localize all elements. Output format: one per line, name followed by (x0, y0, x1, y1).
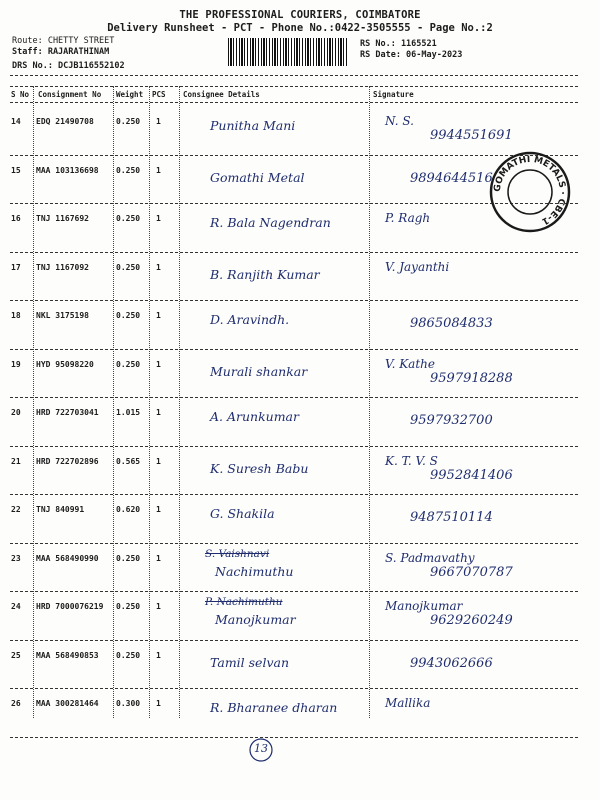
rs-number: RS No.: 1165521 (360, 39, 437, 49)
consignee-name: K. Suresh Babu (210, 460, 309, 476)
row-consignment-no: TNJ 840991 (36, 505, 85, 514)
consignee-name: Gomathi Metal (210, 169, 305, 185)
row-consignment-no: TNJ 1167092 (36, 262, 89, 272)
consignee-name: R. Bala Nagendran (210, 215, 331, 230)
row-pcs: 1 (156, 602, 161, 611)
signature-text: S. Padmavathy (385, 550, 475, 565)
row-pcs: 1 (156, 214, 161, 223)
row-consignment-no: HYD 95098220 (36, 359, 94, 369)
row-weight: 0.250 (116, 553, 141, 563)
rs-date: RS Date: 06-May-2023 (360, 50, 463, 60)
row-weight: 0.250 (116, 311, 141, 320)
consignee-name: G. Shakila (210, 506, 275, 521)
row-divider (10, 640, 578, 641)
row-pcs: 1 (156, 117, 161, 126)
row-weight: 0.250 (116, 117, 141, 126)
row-divider (10, 397, 578, 398)
row-sno: 19 (11, 359, 21, 369)
row-divider (10, 591, 578, 592)
row-divider (10, 446, 578, 447)
row-consignment-no: TNJ 1167692 (36, 214, 89, 223)
col-header-weight: Weight (116, 90, 144, 99)
page-number-handwritten: 13 (254, 742, 268, 755)
col-header-pcs: PCS (152, 90, 166, 99)
table-row (10, 593, 578, 642)
row-divider (10, 688, 578, 689)
col-header-consignment: Consignment No (38, 90, 102, 99)
row-sno: 14 (11, 117, 21, 126)
row-weight: 0.250 (116, 165, 141, 175)
col-header-consignee: Consignee Details (183, 90, 260, 99)
row-divider (10, 252, 578, 253)
route-label: Route: CHETTY STREET (12, 36, 115, 46)
signature-phone: 9952841406 (430, 467, 513, 483)
staff-label: Staff: RAJARATHINAM (12, 47, 110, 57)
row-weight: 0.565 (116, 456, 141, 466)
consignee-name: A. Arunkumar (210, 409, 299, 424)
table-row (10, 690, 578, 739)
table-row (10, 254, 578, 303)
signature-phone: 9629260249 (430, 613, 513, 628)
consignee-name: R. Bharanee dharan (210, 700, 338, 715)
signature-text: P. Ragh (385, 211, 431, 225)
row-sno: 26 (11, 699, 21, 708)
row-sno: 16 (11, 214, 21, 223)
row-sno: 18 (11, 311, 21, 320)
row-consignment-no: HRD 7000076219 (36, 602, 104, 611)
signature-text: N. S. (385, 114, 414, 128)
row-sno: 17 (11, 262, 21, 272)
row-weight: 1.015 (116, 408, 141, 417)
row-sno: 21 (11, 456, 21, 466)
signature-phone: 9894644516 (410, 170, 493, 186)
stamp-text: GOMATHI METALS · CBE-1 (492, 154, 568, 227)
row-sno: 22 (11, 505, 21, 514)
row-sno: 25 (11, 650, 21, 660)
row-pcs: 1 (156, 262, 161, 272)
row-pcs: 1 (156, 311, 161, 320)
consignee-struck-name: S. Vaishnavi (205, 547, 270, 560)
signature-text: V. Kathe (385, 356, 435, 371)
row-weight: 0.250 (116, 650, 141, 660)
col-header-signature: Signature (373, 90, 414, 99)
row-pcs: 1 (156, 699, 161, 708)
row-pcs: 1 (156, 408, 161, 417)
signature-phone: 9667070787 (430, 564, 513, 580)
header-divider (10, 75, 578, 76)
header-bottom-rule (10, 102, 578, 103)
runsheet-subtitle: Delivery Runsheet - PCT - Phone No.:0422-3505555 - Page No.:2 (107, 22, 493, 34)
row-divider (10, 543, 578, 544)
row-weight: 0.250 (116, 262, 141, 272)
row-pcs: 1 (156, 456, 161, 466)
signature-text: V. Jayanthi (385, 259, 450, 274)
signature-phone: 9865084833 (410, 316, 493, 331)
col-header-sno: S No (11, 90, 30, 99)
table-row (10, 351, 578, 400)
row-consignment-no: MAA 103136698 (36, 165, 99, 175)
drs-number: DRS No.: DCJB116552102 (12, 61, 125, 71)
row-sno: 20 (11, 408, 21, 417)
table-row (10, 545, 578, 594)
row-divider (10, 494, 578, 495)
row-pcs: 1 (156, 359, 161, 369)
row-pcs: 1 (156, 505, 161, 514)
consignee-name: Nachimuthu (215, 563, 294, 579)
signature-text: Manojkumar (385, 599, 463, 613)
consignee-name: D. Aravindh. (210, 312, 290, 327)
company-title: THE PROFESSIONAL COURIERS, COIMBATORE (179, 9, 421, 21)
consignee-struck-name: P. Nachimuthu (205, 596, 283, 608)
consignee-name: Tamil selvan (210, 654, 290, 670)
row-weight: 0.250 (116, 214, 141, 223)
row-sno: 24 (11, 602, 21, 611)
table-row (10, 302, 578, 351)
signature-phone: 9597932700 (410, 413, 493, 428)
row-divider (10, 737, 578, 738)
row-divider (10, 300, 578, 301)
consignee-name: Manojkumar (215, 612, 296, 627)
row-pcs: 1 (156, 553, 161, 563)
table-row (10, 448, 578, 497)
table-top-rule (10, 86, 578, 87)
row-weight: 0.620 (116, 505, 141, 514)
signature-phone: 9597918288 (430, 370, 513, 386)
consignee-name: Murali shankar (210, 363, 308, 379)
signature-phone: 9943062666 (410, 655, 493, 671)
company-seal-stamp (488, 150, 572, 234)
table-row (10, 642, 578, 691)
signature-phone: 9944551691 (430, 128, 513, 143)
row-consignment-no: HRD 722702896 (36, 456, 99, 466)
row-consignment-no: HRD 722703041 (36, 408, 99, 417)
row-consignment-no: EDQ 21490708 (36, 117, 94, 126)
row-weight: 0.300 (116, 699, 141, 708)
row-pcs: 1 (156, 165, 161, 175)
row-weight: 0.250 (116, 602, 141, 611)
table-row (10, 399, 578, 448)
row-consignment-no: MAA 568490853 (36, 650, 99, 660)
consignee-name: Punitha Mani (210, 118, 296, 133)
table-row (10, 496, 578, 545)
row-consignment-no: MAA 300281464 (36, 699, 99, 708)
consignee-name: B. Ranjith Kumar (210, 266, 320, 282)
row-consignment-no: NKL 3175198 (36, 311, 89, 320)
signature-text: Mallika (385, 696, 431, 710)
row-weight: 0.250 (116, 359, 141, 369)
signature-phone: 9487510114 (410, 510, 493, 525)
row-sno: 23 (11, 553, 21, 563)
signature-text: K. T. V. S (385, 453, 438, 468)
row-pcs: 1 (156, 650, 161, 660)
barcode (228, 38, 348, 66)
row-divider (10, 349, 578, 350)
svg-text:GOMATHI METALS · CBE-1 (493, 155, 567, 226)
row-sno: 15 (11, 165, 21, 175)
row-consignment-no: MAA 568490990 (36, 553, 99, 563)
